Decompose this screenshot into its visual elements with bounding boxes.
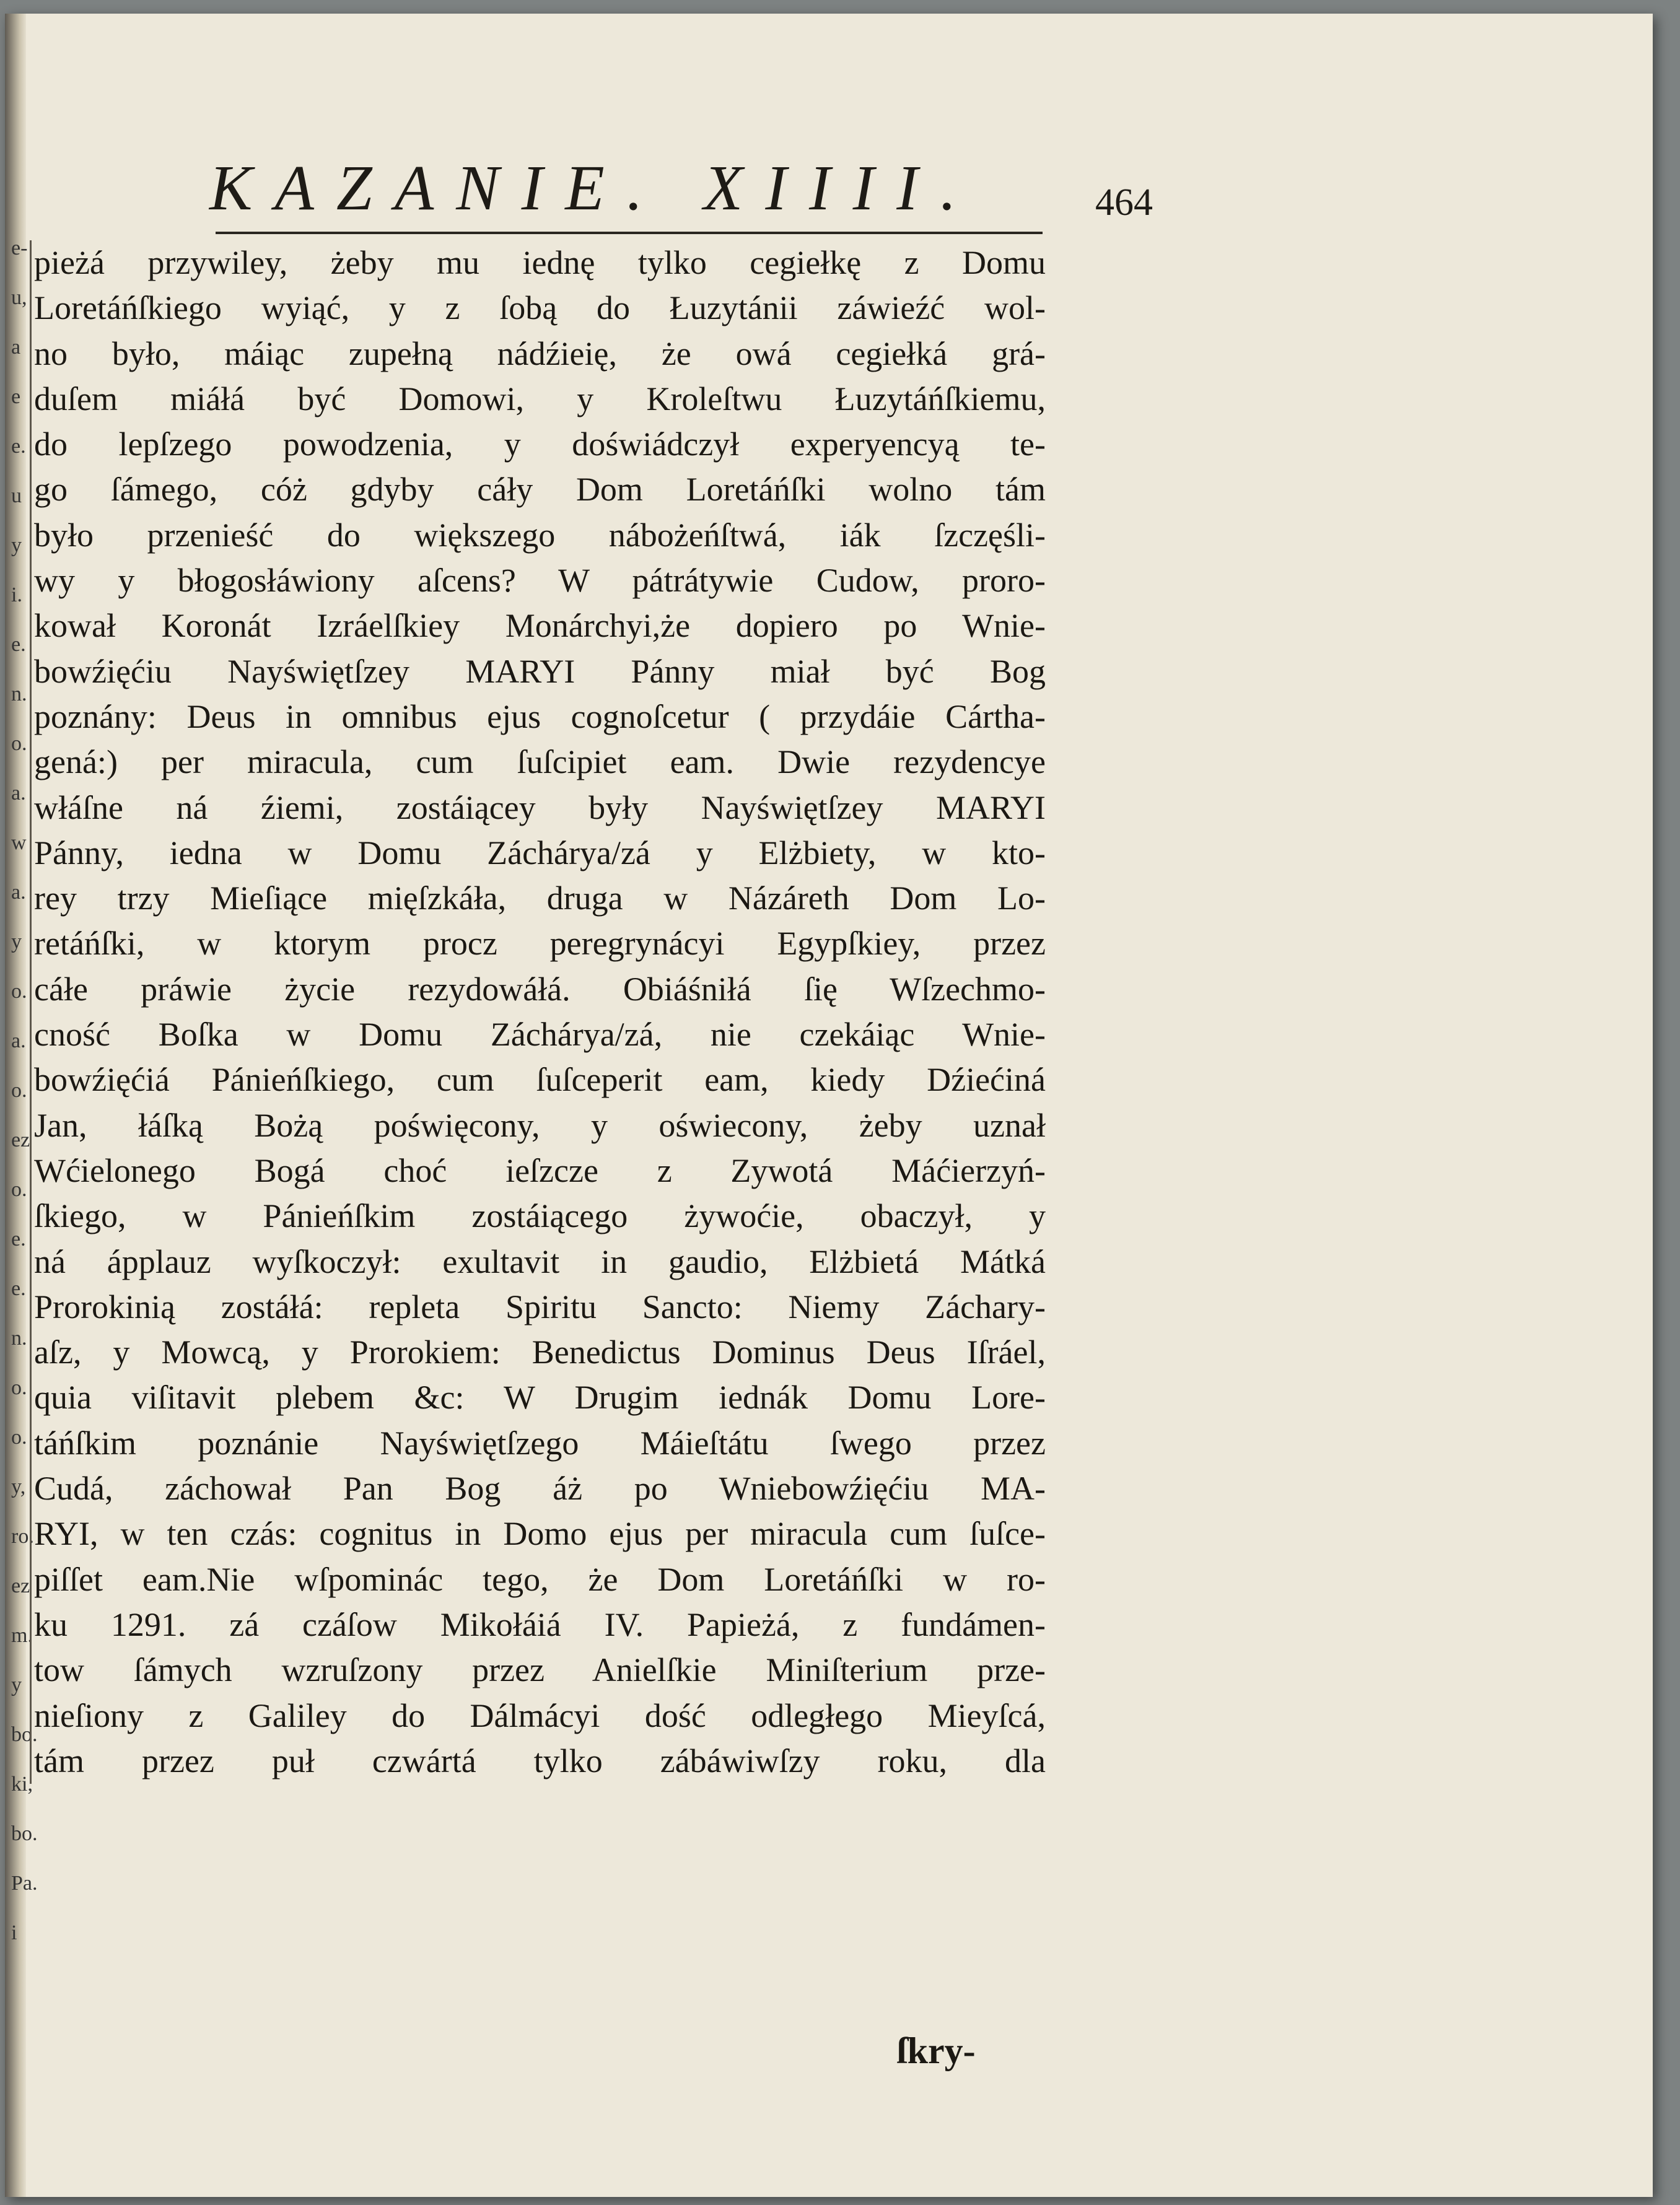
text-line: aſz, y Mowcą, y Prorokiem: Benedictus Dominus Deus Iſráel, (30, 1330, 1046, 1375)
text-line: nieſiony z Galiley do Dálmácyi dość odległego Mieyſcá, (30, 1693, 1046, 1739)
text-line: RYI, w ten czás: cognitus in Domo ejus per miracula cum ſuſce- (30, 1511, 1046, 1557)
margin-fragment: e. (11, 1277, 26, 1300)
text-line: ná ápplauz wyſkoczył: exultavit in gaudio, Elżbietá Mátká (30, 1239, 1046, 1285)
text-line: go ſámego, cóż gdyby cáły Dom Loretáńſki wolno tám (30, 467, 1046, 512)
text-line: wy y błogosłáwiony aſcens? W pátrátywie Cudow, proro- (30, 558, 1046, 603)
text-line: retáńſki, w ktorym procz peregrynácyi Egypſkiey, przez (30, 921, 1046, 966)
margin-fragment: y (11, 930, 22, 953)
margin-fragment: m. (11, 1624, 33, 1647)
text-line: cność Boſka w Domu Záchárya/zá, nie czekáiąc Wnie- (30, 1012, 1046, 1057)
margin-fragment: a. (11, 1029, 26, 1052)
text-line: włáſne ná źiemi, zostáiącey były Nayświętſzey MARYI (30, 785, 1046, 831)
book-page (5, 14, 1653, 2197)
margin-fragment: o. (11, 980, 27, 1003)
margin-fragment: bo. (11, 1822, 38, 1845)
margin-fragment: o. (11, 1376, 27, 1399)
margin-fragment: i. (11, 583, 22, 606)
text-line: ku 1291. zá czáſow Mikołáiá IV. Papieżá, z fundámen- (30, 1602, 1046, 1648)
margin-fragment: ez (11, 1129, 30, 1151)
text-line: cáłe práwie życie rezydowáłá. Obiáśniłá ſię Wſzechmo- (30, 967, 1046, 1012)
margin-fragment: u (11, 484, 22, 507)
text-line: tám przez puł czwártá tylko zábáwiwſzy roku, dla (30, 1739, 1046, 1784)
text-line: tow ſámych wzruſzony przez Anielſkie Miniſterium prze- (30, 1648, 1046, 1693)
text-line: Prorokinią zostáłá: repleta Spiritu Sancto: Niemy Záchary- (30, 1285, 1046, 1330)
margin-fragment: o. (11, 1079, 27, 1102)
margin-fragment: a (11, 336, 21, 359)
margin-fragment: ki, (11, 1773, 33, 1796)
margin-fragment: a. (11, 782, 26, 805)
text-line: ſkiego, w Pánieńſkim zostáiącego żywoćie, obaczył, y (30, 1194, 1046, 1239)
margin-fragment: a. (11, 881, 26, 904)
text-line: gená:) per miracula, cum ſuſcipiet eam. Dwie rezydencye (30, 740, 1046, 785)
text-line: no było, máiąc zupełną nádźieię, że owá cegiełká grá- (30, 331, 1046, 377)
text-line: Loretáńſkiego wyiąć, y z ſobą do Łuzytánii záwieźć wol- (30, 286, 1046, 331)
margin-fragment: y (11, 534, 22, 557)
text-line: Pánny, iedna w Domu Záchárya/zá y Elżbiety, w kto- (30, 831, 1046, 876)
text-line: pieżá przywiley, żeby mu iednę tylko cegiełkę z Domu (30, 240, 1046, 286)
text-line: duſem miáłá być Domowi, y Kroleſtwu Łuzytáńſkiemu, (30, 377, 1046, 422)
text-line: Jan, łáſką Bożą poświęcony, y oświecony, żeby uznał (30, 1103, 1046, 1148)
body-text (30, 240, 1046, 1784)
header-rule (216, 232, 1043, 234)
text-line: rey trzy Mieſiące mięſzkáła, druga w Názáreth Dom Lo- (30, 876, 1046, 921)
text-line: poznány: Deus in omnibus ejus cognoſcetur ( przydáie Cártha- (30, 694, 1046, 740)
margin-fragment: e. (11, 633, 26, 656)
margin-fragment: y (11, 1674, 22, 1696)
margin-fragment: ro. (11, 1525, 34, 1548)
text-line: bowźięćiá Pánieńſkiego, cum ſuſceperit eam, kiedy Dźiećiná (30, 1057, 1046, 1102)
text-line: bowźięćiu Nayświętſzey MARYI Pánny miał być Bog (30, 649, 1046, 694)
margin-fragment: n. (11, 1327, 27, 1350)
text-line: Cudá, záchował Pan Bog áż po Wniebowźięćiu MA- (30, 1466, 1046, 1511)
running-head: KAZANIE. XIIII. (209, 152, 979, 224)
margin-fragment: e- (11, 237, 28, 260)
margin-fragment: o. (11, 1178, 27, 1201)
text-line: było przenieść do większego nábożeńſtwá, iák ſzczęśli- (30, 513, 1046, 558)
margin-fragment: u, (11, 286, 27, 309)
margin-fragment: i (11, 1921, 17, 1944)
margin-fragment: bo. (11, 1723, 38, 1746)
margin-fragment: e (11, 385, 21, 408)
margin-fragment: e. (11, 435, 26, 458)
margin-fragment: o. (11, 732, 27, 755)
page-number: 464 (1095, 181, 1153, 224)
text-line: kował Koronát Izráelſkiey Monárchyi,że dopiero po Wnie- (30, 603, 1046, 648)
text-line: piſſet eam.Nie wſpominác tego, że Dom Loretáńſki w ro- (30, 1557, 1046, 1602)
text-line: Wćielonego Bogá choć ieſzcze z Zywotá Máćierzyń- (30, 1148, 1046, 1194)
margin-fragment: w (11, 831, 27, 854)
margin-fragment: e. (11, 1228, 26, 1251)
margin-fragment: Pa. (11, 1872, 38, 1895)
margin-fragment: o. (11, 1426, 27, 1449)
text-line: táńſkim poznánie Nayświętſzego Máieſtátu ſwego przez (30, 1421, 1046, 1466)
margin-fragment: n. (11, 683, 27, 705)
catchword: ſkry- (897, 2030, 976, 2071)
text-line: do lepſzego powodzenia, y doświádczył experyencyą te- (30, 422, 1046, 467)
text-line: quia viſitavit plebem &c: W Drugim iednák Domu Lore- (30, 1375, 1046, 1420)
margin-fragment: y, (11, 1475, 26, 1498)
margin-fragment: ez (11, 1574, 30, 1597)
